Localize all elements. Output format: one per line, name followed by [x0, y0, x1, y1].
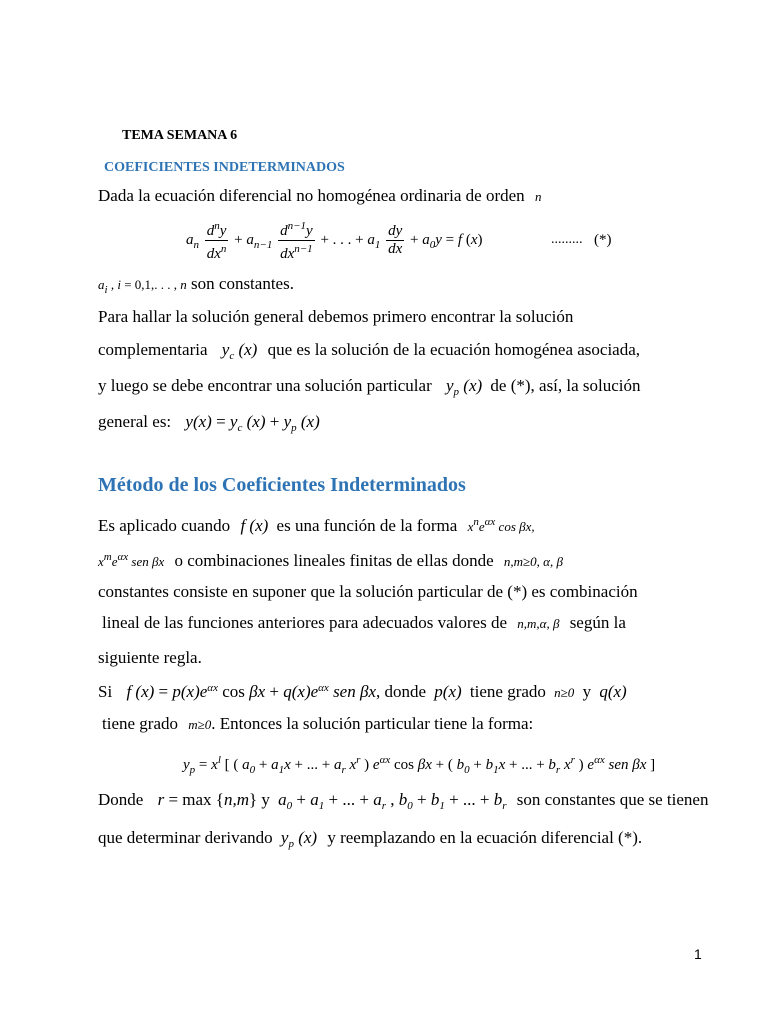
method-title: Método de los Coeficientes Indeterminados: [98, 474, 466, 496]
paragraph-line-3: y luego se debe encontrar una solución particular $y_p$ (x) de (*), así, la solución: [98, 376, 641, 398]
equation-dots: .........: [551, 232, 583, 247]
donde-line: Donde r = max {n,m} y $a_0 + a_1$ + ... + $a_r$ , $b_0 + b_1$ + ... + $b_r$ son constantes que se tienen: [98, 790, 709, 812]
page-number: 1: [694, 946, 702, 962]
intro-line: [98, 186, 541, 207]
topic-heading: TEMA SEMANA 6: [122, 128, 238, 143]
paragraph-line-1: Para hallar la solución general debemos primero encontrar la solución: [98, 307, 574, 326]
order-variable: n: [534, 189, 542, 204]
method-line-1: Es aplicado cuando f (x) es una función de la forma $x^ne^{\alpha x}$ cos βx,: [98, 516, 535, 535]
degree-line: tiene grado m≥0. Entonces la solución particular tiene la forma:: [102, 714, 534, 733]
constants-line: $a_i$ , i = 0,1,. . . , n son constantes.: [98, 274, 294, 296]
method-line-5: siguiente regla.: [98, 648, 202, 667]
paragraph-line-2: complementaria $y_c$ (x) que es la solución de la ecuación homogénea asociada,: [98, 340, 641, 362]
paragraph-line-4: general es: $y(x) = y_c$ $(x) + y_p$ (x): [98, 412, 320, 434]
equation-tag: (*): [594, 232, 612, 248]
section-subtitle: COEFICIENTES INDETERMINADOS: [104, 160, 345, 175]
method-line-4: lineal de las funciones anteriores para adecuados valores de n,m,α, β según la: [102, 613, 626, 632]
rule-line: Si f $(x) = p(x)e^{\alpha x}$ $\cos \beta x + q(x)e^{\alpha x}$ sen βx, donde p(x) tiene grado n≥0 y q(x): [98, 682, 627, 701]
differential-equation: $a_n$ $\frac{d^ny}{dx^n}$ + $a_{n-1}$ $\frac{d^{n-1}y}{dx^{n-1}}$ + . . . + $a_1$ $\frac{dy}{dx}$ + $a_0y = f$ (x): [186, 220, 483, 262]
intro-text: Dada la ecuación diferencial no homogénea ordinaria de orden: [98, 186, 525, 205]
determine-line: que determinar derivando $y_p$ (x) y reemplazando en la ecuación diferencial (*).: [98, 828, 643, 850]
method-line-2: $x^me^{\alpha x}$ sen βx o combinaciones lineales finitas de ellas donde n,m≥0, α, β: [98, 551, 563, 570]
method-line-3: constantes consiste en suponer que la solución particular de (*) es combinación: [98, 582, 638, 601]
particular-solution-formula: $y_p = x^l$ [ ( $a_0 + a_1x$ + ... + $a_r$ $x^r$ ) $e^{\alpha x}$ cos βx + ( $b_0 + b_1x$ + ... + $b_r$ $x^r$ ) $e^{\alpha x}$ sen βx ]: [183, 754, 656, 776]
